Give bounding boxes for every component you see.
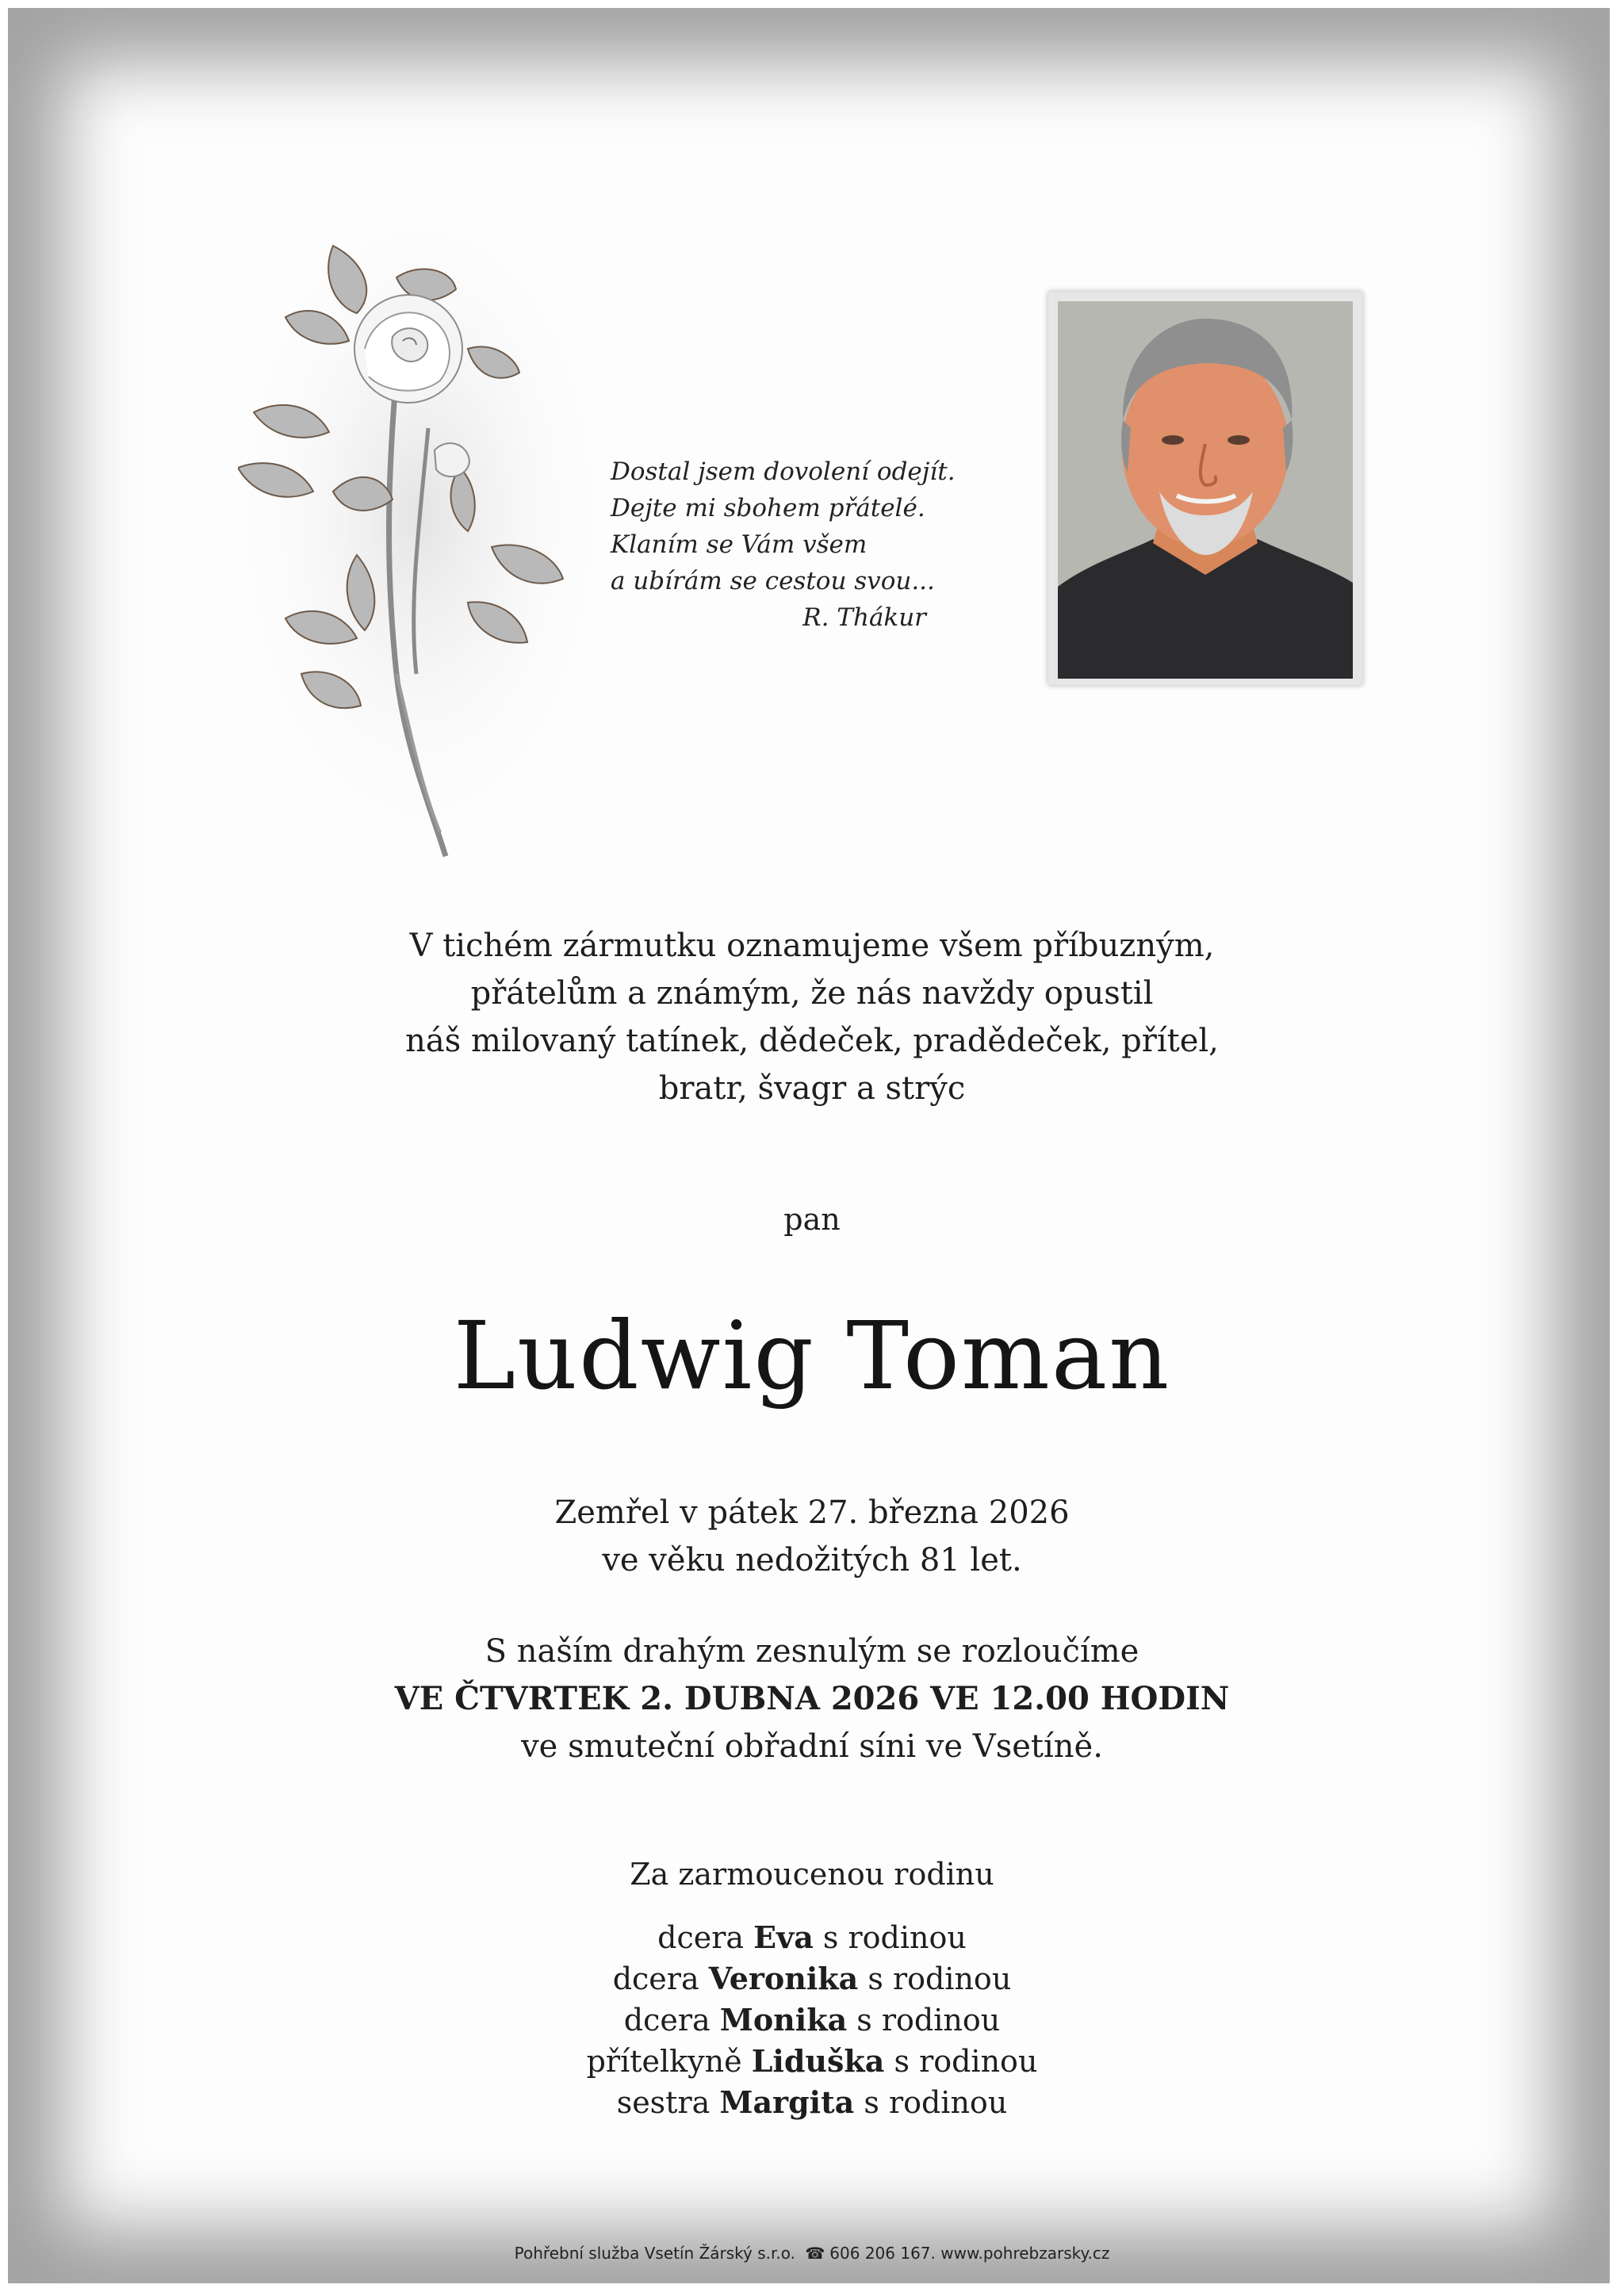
- announcement-line: náš milovaný tatínek, dědeček, pradědeček, přítel,: [405, 1023, 1219, 1059]
- family-member: [0, 1958, 1624, 1999]
- age-line: ve věku nedožitých 81 let.: [602, 1542, 1022, 1578]
- announcement-line: V tichém zármutku oznamujeme všem příbuzným,: [409, 928, 1215, 964]
- announcement-line: bratr, švagr a strýc: [658, 1070, 966, 1107]
- family-heading: Za zarmoucenou rodinu: [630, 1857, 994, 1892]
- poem-line: Klaním se Vám všem: [611, 530, 868, 559]
- rose-illustration: [238, 230, 603, 880]
- family-list: [0, 1854, 1624, 2123]
- poem-line: a ubírám se cestou svou...: [611, 567, 935, 595]
- deceased-name: Ludwig Toman: [453, 1301, 1171, 1410]
- website-link[interactable]: www.pohrebzarsky.cz: [940, 2244, 1110, 2263]
- phone-number: 606 206 167.: [829, 2244, 936, 2263]
- member-suffix: s rodinou: [868, 1961, 1012, 1996]
- member-role: sestra: [616, 2085, 710, 2120]
- farewell-location: ve smuteční obřadní síni ve Vsetíně.: [521, 1728, 1103, 1765]
- member-suffix: s rodinou: [856, 2003, 1001, 2038]
- salutation: pan: [783, 1202, 841, 1237]
- member-name: Veronika: [708, 1961, 859, 1996]
- family-member: [0, 1917, 1624, 1958]
- farewell-info: [0, 1628, 1624, 1770]
- family-member: [0, 2041, 1624, 2082]
- farewell-datetime: VE ČTVRTEK 2. DUBNA 2026 VE 12.00 HODIN: [394, 1680, 1230, 1717]
- announcement-line: přátelům a známým, že nás navždy opustil: [470, 975, 1154, 1012]
- family-member: [0, 1999, 1624, 2041]
- company-name: Pohřební služba Vsetín Žárský s.r.o.: [514, 2244, 796, 2263]
- death-date-line: Zemřel v pátek 27. března 2026: [554, 1494, 1070, 1531]
- poem-line: Dostal jsem dovolení odejít.: [611, 457, 956, 486]
- portrait-photo: [1058, 301, 1353, 679]
- farewell-intro: S naším drahým zesnulým se rozloučíme: [485, 1633, 1139, 1670]
- death-info: [0, 1489, 1624, 1584]
- member-name: Eva: [753, 1919, 814, 1955]
- telephone-icon: ☎: [805, 2244, 825, 2263]
- member-role: dcera: [612, 1961, 699, 1996]
- member-suffix: s rodinou: [822, 1920, 967, 1955]
- footer: [0, 2244, 1624, 2263]
- family-member: [0, 2082, 1624, 2123]
- poem-author: R. Thákur: [802, 603, 926, 632]
- member-role: přítelkyně: [586, 2044, 742, 2079]
- member-role: dcera: [623, 2003, 710, 2038]
- member-suffix: s rodinou: [864, 2085, 1008, 2120]
- member-name: Margita: [719, 2084, 855, 2120]
- member-suffix: s rodinou: [894, 2044, 1038, 2079]
- member-role: dcera: [657, 1920, 745, 1955]
- poem-quote: [611, 453, 983, 636]
- poem-line: Dejte mi sbohem přátelé.: [611, 494, 925, 522]
- announcement-text: [0, 922, 1624, 1112]
- member-name: Liduška: [751, 2043, 885, 2079]
- member-name: Monika: [719, 2002, 848, 2038]
